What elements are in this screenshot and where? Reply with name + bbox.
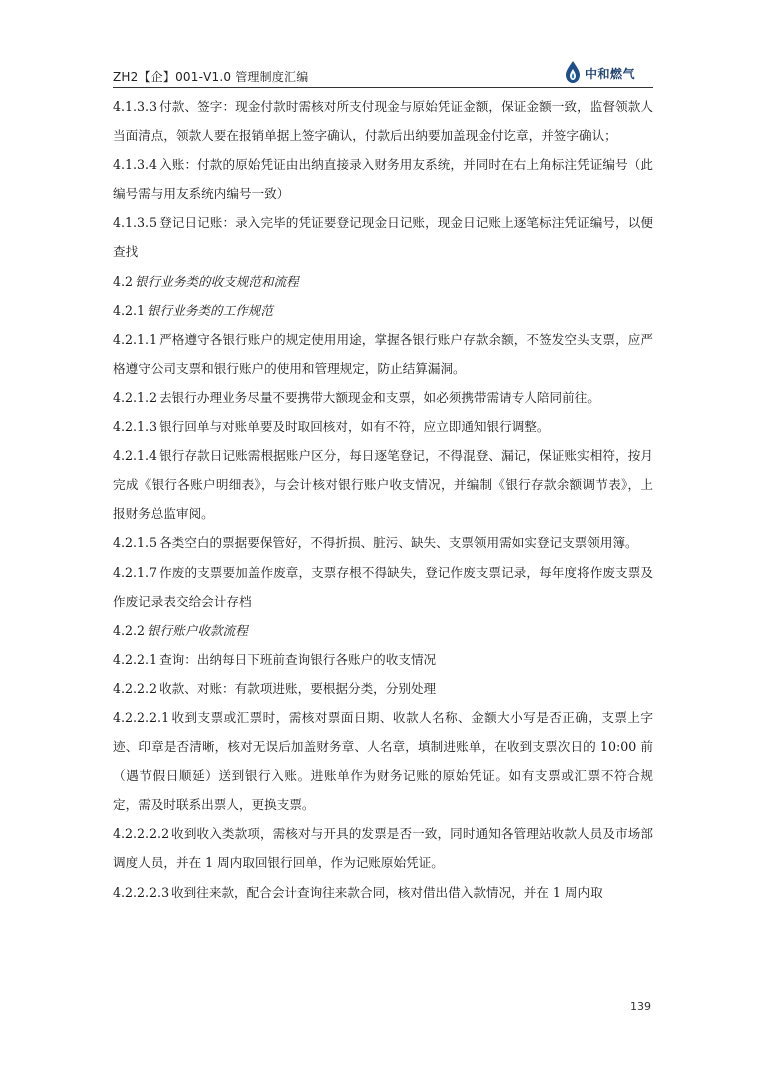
paragraph-text: 查询：出纳每日下班前查询银行各账户的收支情况 — [159, 651, 437, 667]
clause-number: 4.2.2.2.2 — [113, 826, 170, 842]
paragraph — [113, 645, 653, 674]
paragraph-text: 银行回单与对账单要及时取回核对，如有不符，应立即通知银行调整。 — [159, 419, 550, 435]
clause-number: 4.1.3.3 — [113, 99, 158, 114]
paragraph — [113, 150, 653, 208]
paragraph-text: 严格遵守各银行账户的规定使用用途，掌握各银行账户存款余额，不签发空头支票，应严格遵守公司支票和银行账户的使用和管理规定，防止结算漏洞。 — [113, 331, 653, 376]
paragraph-text: 作废的支票要加盖作废章，支票存根不得缺失，登记作废支票记录，每年度将作废支票及作废记录表交给会计存档 — [113, 564, 653, 609]
clause-number: 4.2.1 — [113, 302, 146, 318]
heading-text: 银行账户收款流程 — [147, 622, 248, 638]
clause-number: 4.2.1.1 — [113, 331, 158, 347]
section-heading — [113, 267, 653, 296]
paragraph — [113, 325, 653, 383]
clause-number: 4.1.3.4 — [113, 157, 158, 173]
paragraph — [113, 441, 653, 528]
clause-number: 4.2.1.5 — [113, 535, 158, 551]
paragraph-text: 各类空白的票据要保管好，不得折损、脏污、缺失、支票领用需如实登记支票领用簿。 — [159, 535, 638, 551]
paragraph — [113, 674, 653, 703]
paragraph — [113, 383, 653, 412]
paragraph — [113, 819, 653, 877]
paragraph-text: 付款、签字：现金付款时需核对所支付现金与原始凭证金额，保证金额一致，监督领款人当面清点，领款人要在报销单据上签字确认，付款后出纳要加盖现金付讫章，并签字确认； — [113, 99, 653, 144]
section-heading — [113, 616, 653, 645]
clause-number: 4.2 — [113, 273, 134, 289]
paragraph — [113, 208, 653, 266]
paragraph-text: 入账：付款的原始凭证由出纳直接录入财务用友系统，并同时在右上角标注凭证编号（此编号需与用友系统内编号一致） — [113, 157, 653, 202]
paragraph-text: 收到支票或汇票时，需核对票面日期、收款人名称、金额大小写是否正确，支票上字迹、印章是否清晰，核对无误后加盖财务章、人名章，填制进账单，在收到支票次日的 10:00 前（遇节假日顺延）送到银行入账。进账单作为财务记账的原始凭证。如有支票或汇票不符合规定，需及时联系出票人，更换支票。 — [113, 709, 653, 813]
paragraph-text: 收到往来款，配合会计查询往来款合同，核对借出借入款情况，并在 1 周内取 — [171, 884, 603, 900]
header-title: ZH2【企】001-V1.0 管理制度汇编 — [113, 70, 309, 84]
clause-number: 4.2.2 — [113, 622, 146, 638]
clause-number: 4.2.1.3 — [113, 419, 158, 435]
page-header — [113, 56, 653, 90]
paragraph — [113, 92, 653, 150]
paragraph — [113, 528, 653, 557]
logo-text: 中和燃气 — [585, 67, 636, 81]
paragraph-text: 登记日记账：录入完毕的凭证要登记现金日记账，现金日记账上逐笔标注凭证编号，以便查找 — [113, 215, 653, 260]
paragraph — [113, 558, 653, 616]
paragraph-text: 去银行办理业务尽量不要携带大额现金和支票，如必须携带需请专人陪同前往。 — [159, 389, 600, 405]
company-logo — [563, 60, 653, 84]
section-heading — [113, 296, 653, 325]
clause-number: 4.2.2.2.3 — [113, 884, 170, 900]
clause-number: 4.2.1.2 — [113, 389, 158, 405]
page-number: 139 — [630, 1000, 651, 1013]
paragraph — [113, 878, 653, 907]
clause-number: 4.1.3.5 — [113, 215, 158, 231]
clause-number: 4.2.2.2.1 — [113, 709, 170, 725]
clause-number: 4.2.1.4 — [113, 448, 158, 464]
clause-number: 4.2.1.7 — [113, 564, 158, 580]
paragraph — [113, 703, 653, 819]
paragraph-text: 收到收入类款项，需核对与开具的发票是否一致，同时通知各管理站收款人员及市场部调度人员，并在 1 周内取回银行回单，作为记账原始凭证。 — [113, 826, 653, 871]
document-body — [113, 92, 653, 907]
clause-number: 4.2.2.2 — [113, 680, 158, 696]
clause-number: 4.2.2.1 — [113, 651, 158, 667]
header-divider — [113, 87, 653, 88]
paragraph-text: 收款、对账：有款项进账，要根据分类，分别处理 — [159, 680, 437, 696]
flame-drop-icon — [563, 60, 583, 84]
paragraph-text: 银行存款日记账需根据账户区分，每日逐笔登记，不得混登、漏记，保证账实相符，按月完成《银行各账户明细表》，与会计核对银行账户收支情况，并编制《银行存款余额调节表》，上报财务总监审阅。 — [113, 448, 653, 522]
heading-text: 银行业务类的收支规范和流程 — [135, 273, 299, 289]
heading-text: 银行业务类的工作规范 — [147, 302, 273, 318]
paragraph — [113, 412, 653, 441]
